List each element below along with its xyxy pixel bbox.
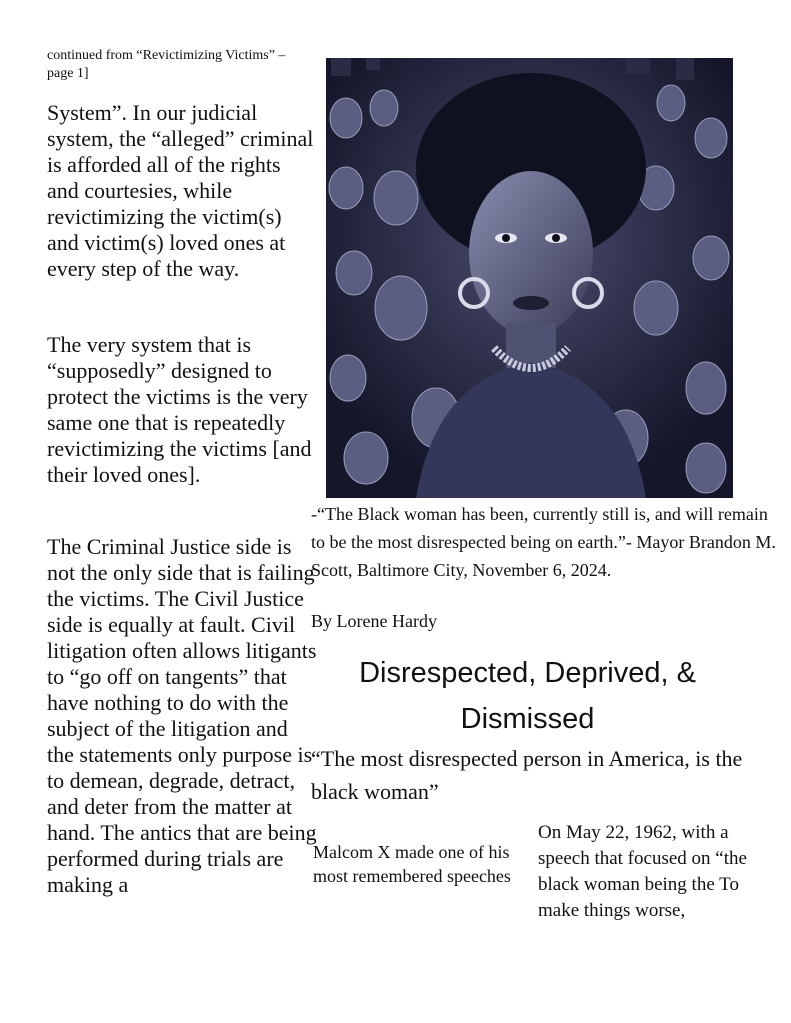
- illustration-svg: [326, 58, 733, 498]
- image-caption: -“The Black woman has been, currently still is, and will remain to be the most disrespected being on earth.”- Mayor Brandon M. Scott, Baltimore City, November 6, 2024.: [311, 504, 776, 580]
- continued-note: continued from “Revictimizing Victims” – page 1]: [47, 48, 286, 81]
- left-paragraph-2: The very system that is “supposedly” designed to protect the victims is the very same one that is repeatedly revictimizing the victims [and their loved ones].: [47, 332, 312, 487]
- left-paragraph-3: The Criminal Justice side is not the only side that is failing the victims. The Civil Justice side is equally at fault. Civil litigation often allows litigants to “go off on tangents” that have nothing to do with the subject of the litigation and the statements only purpose is to demean, degrade, detract, and deter from the matter at hand. The antics that are being performed during trials are making a: [47, 534, 317, 897]
- pull-quote: “The most disrespected person in America, is the black woman”: [311, 746, 743, 804]
- left-paragraph-1: System”. In our judicial system, the “alleged” criminal is afforded all of the rights and courtesies, while revictimizing the victim(s) and victim(s) loved ones at every step of the way.: [47, 100, 314, 281]
- illustration-crowd-woman: [326, 58, 733, 498]
- middle-column-text: Malcom X made one of his most remembered speeches: [313, 842, 511, 886]
- byline: By Lorene Hardy: [311, 611, 437, 631]
- face: [469, 171, 593, 335]
- right-column-text: On May 22, 1962, with a speech that focused on “the black woman being the To make things worse,: [538, 822, 747, 921]
- article-headline: Disrespected, Deprived, & Dismissed: [359, 657, 696, 735]
